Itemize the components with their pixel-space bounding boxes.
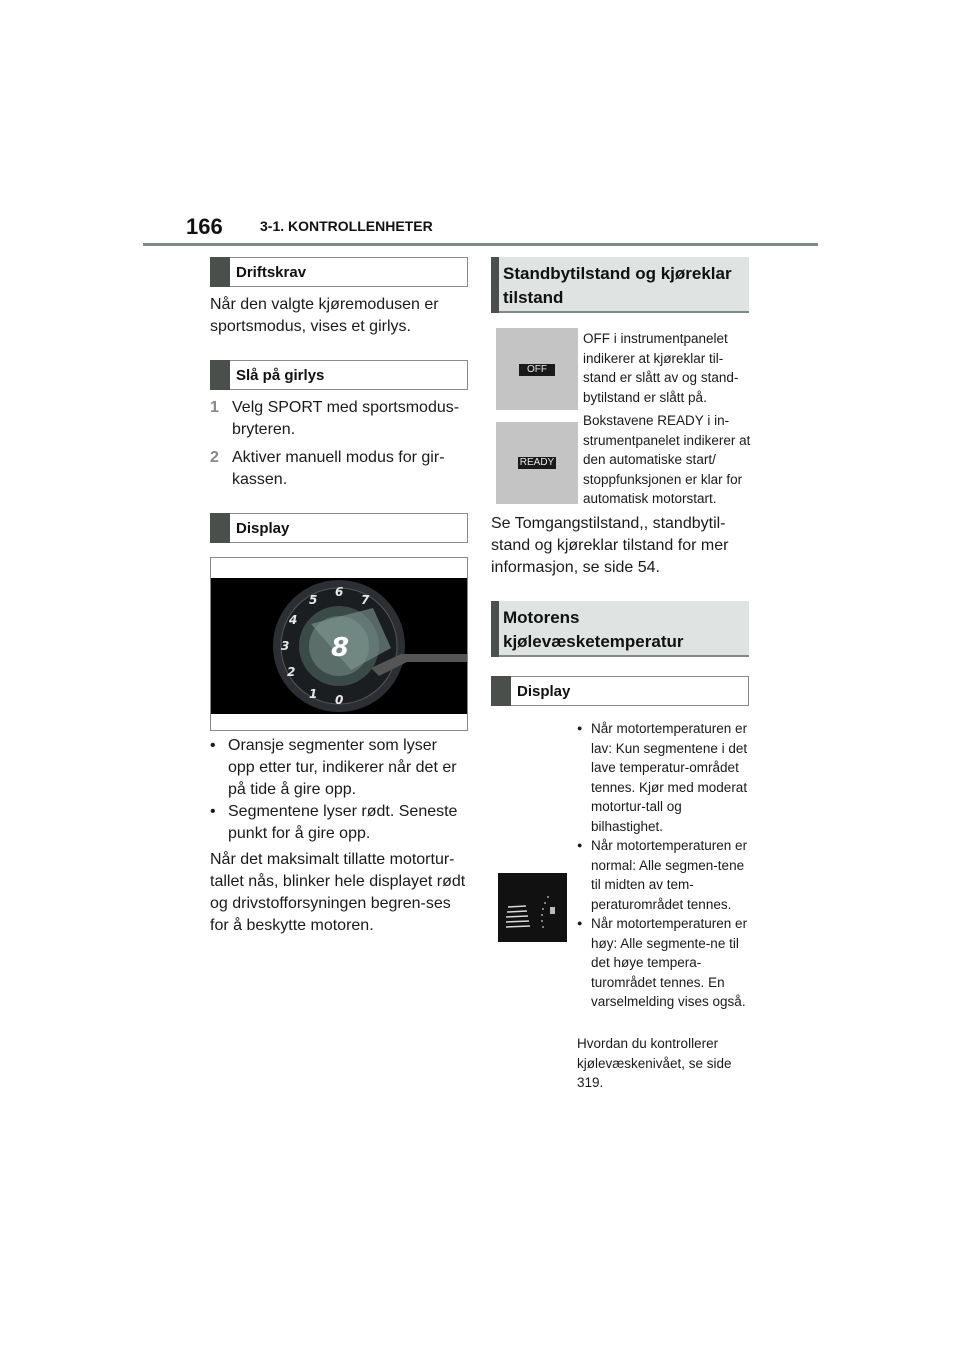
bullet-item: • Segmentene lyser rødt. Seneste punkt for å gire opp. <box>210 801 466 845</box>
tach-number-5: 5 <box>309 593 318 607</box>
temperature-gauge-image <box>498 873 567 942</box>
tachometer-illustration <box>211 558 467 730</box>
heading-label: Display <box>236 520 290 537</box>
step-item <box>210 397 466 441</box>
page-number: 166 <box>186 214 223 239</box>
header-rule <box>143 243 818 246</box>
tach-number-1: 1 <box>309 687 318 701</box>
heading-label: Motorens kjølevæsketemperatur <box>503 608 684 651</box>
bullet-item: ● Når motortemperaturen er lav: Kun segmentene i det lave temperatur-området tennes. Kjør med moderat motortur-tall og bilhastighet. <box>577 719 749 836</box>
step-number: 1 <box>210 399 219 416</box>
section-heading-display <box>210 513 468 543</box>
gear-indicator: 8 <box>331 633 350 663</box>
step-text: Aktiver manuell modus for gir-kassen. <box>232 449 445 488</box>
steps-list <box>210 397 466 491</box>
section-heading-display-temp <box>491 676 749 706</box>
intro-paragraph: Når den valgte kjøremodusen er sportsmodus, vises et girlys. <box>210 296 439 335</box>
tach-number-4: 4 <box>289 613 298 627</box>
section-heading-coolant <box>491 601 749 657</box>
see-more-paragraph: Se Tomgangstilstand,, standbytil-stand og kjøreklar tilstand for mer informasjon, se side 54. <box>491 515 729 576</box>
off-badge: OFF <box>519 364 555 376</box>
heading-label: Display <box>517 683 571 700</box>
bullet-item: • Oransje segmenter som lyser opp etter tur, indikerer når det er på tide å gire opp. <box>210 735 466 801</box>
tach-number-3: 3 <box>281 639 290 653</box>
tach-number-0: 0 <box>335 693 344 707</box>
step-item <box>210 447 466 491</box>
outro-paragraph: Når det maksimalt tillatte motortur-tallet nås, blinker hele displayet rødt og drivstofforsyningen begren-ses for å beskytte motoren. <box>210 851 466 934</box>
off-indicator-image <box>496 328 578 410</box>
chapter-title: 3-1. KONTROLLENHETER <box>260 218 433 234</box>
tach-number-2: 2 <box>287 665 296 679</box>
bullet-list <box>210 735 466 845</box>
bullet-item: ● Når motortemperaturen er normal: Alle segmen-tene til midten av tem-peraturområdet tennes. <box>577 836 749 914</box>
tach-number-6: 6 <box>335 585 344 599</box>
ready-indicator-image <box>496 422 578 504</box>
temperature-bullet-list <box>577 719 749 1012</box>
bullet-item: ● Når motortemperaturen er høy: Alle segmente-ne til det høye tempera-turområdet tennes. En varselmelding vises også. <box>577 914 749 1012</box>
ready-badge: READY <box>519 457 555 468</box>
heading-label: Standbytilstand og kjøreklar tilstand <box>503 264 732 307</box>
heading-label: Slå på girlys <box>236 367 325 384</box>
section-heading-standby <box>491 257 749 313</box>
step-number: 2 <box>210 449 219 466</box>
coolant-level-note: Hvordan du kontrollerer kjølevæskenivået, se side 319. <box>577 1036 732 1090</box>
section-heading-girlys <box>210 360 468 390</box>
off-description: OFF i instrumentpanelet indikerer at kjøreklar til-stand er slått av og stand-bytilstand er slått på. <box>583 331 739 405</box>
tachometer-figure <box>210 557 468 731</box>
tach-number-7: 7 <box>361 593 370 607</box>
section-heading-driftskrav <box>210 257 468 287</box>
step-text: Velg SPORT med sportsmodus-bryteren. <box>232 399 460 438</box>
ready-description: Bokstavene READY i in-strumentpanelet indikerer at den automatiske start/ stoppfunksjonen er klar for automatisk motorstart. <box>583 413 751 506</box>
temperature-gauge-illustration <box>498 873 567 942</box>
heading-label: Driftskrav <box>236 264 307 281</box>
